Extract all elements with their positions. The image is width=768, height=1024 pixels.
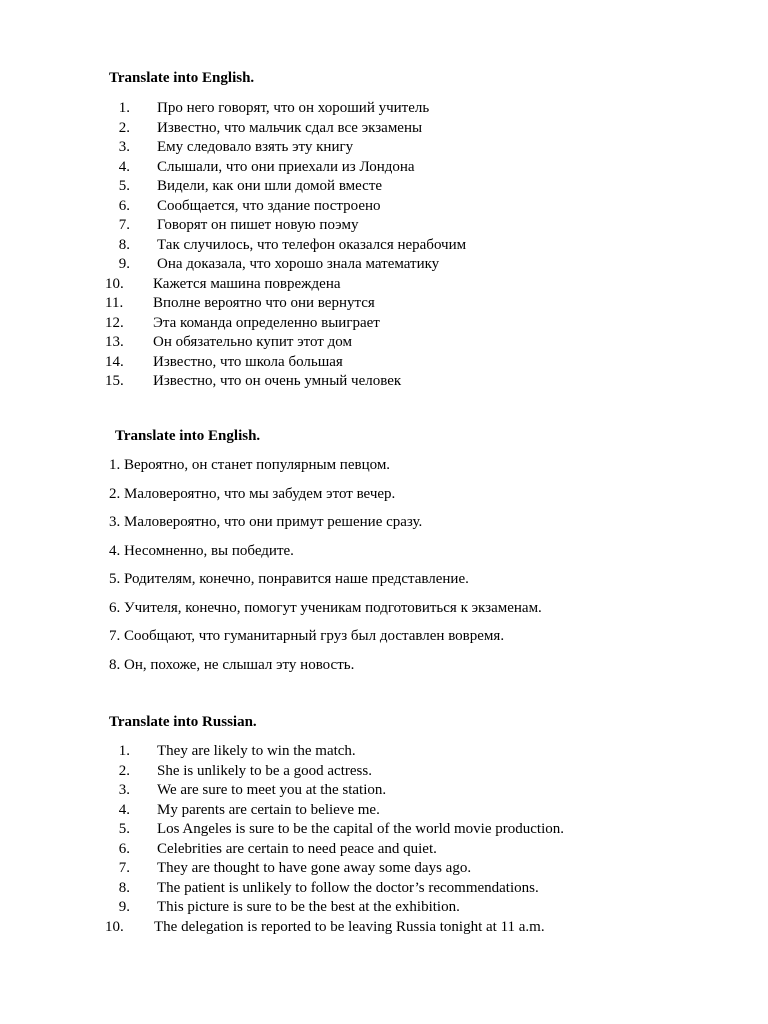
item-text: Ему следовало взять эту книгу [157, 139, 354, 155]
item-number: 14. [105, 353, 124, 370]
list-item: 1. Вероятно, он станет популярным певцом. [109, 457, 391, 473]
item-text: Про него говорят, что он хороший учитель [157, 100, 430, 116]
item-text: Los Angeles is sure to be the capital of the world movie production. [157, 821, 564, 837]
item-text: Известно, что школа большая [153, 353, 343, 370]
item-text: Известно, что он очень умный человек [153, 373, 402, 389]
item-number: 9. [118, 899, 130, 915]
item-text: The patient is unlikely to follow the doctor’s recommendations. [157, 879, 539, 896]
item-text: Она доказала, что хорошо знала математику [157, 256, 440, 272]
section-heading: Translate into Russian. [109, 714, 257, 730]
item-number: 7. [118, 217, 130, 233]
list-item: 2. Маловероятно, что мы забудем этот вечер. [109, 485, 396, 502]
item-number: 9. [118, 256, 130, 272]
item-number: 10. [105, 275, 124, 292]
item-text: My parents are certain to believe me. [157, 801, 380, 818]
item-text: They are likely to win the match. [157, 743, 356, 759]
item-number: 10. [105, 918, 124, 935]
item-number: 2. [118, 119, 130, 136]
item-text: Видели, как они шли домой вместе [157, 178, 383, 194]
section-heading: Translate into English. [115, 428, 261, 444]
list-item: 8. Он, похоже, не слышал эту новость. [109, 656, 355, 673]
item-number: 8. [118, 236, 130, 253]
item-number: 2. [118, 762, 130, 779]
list-item: 5. Родителям, конечно, понравится наше представление. [109, 571, 469, 587]
item-text: We are sure to meet you at the station. [157, 782, 387, 798]
item-text: They are thought to have gone away some days ago. [157, 860, 472, 876]
section-heading: Translate into English. [109, 70, 255, 86]
item-text: Кажется машина повреждена [153, 275, 341, 292]
item-text: She is unlikely to be a good actress. [157, 762, 372, 779]
item-number: 15. [105, 373, 124, 389]
item-number: 5. [118, 178, 130, 194]
list-item: 4. Несомненно, вы победите. [109, 542, 294, 559]
list-item: 7. Сообщают, что гуманитарный груз был доставлен вовремя. [109, 628, 505, 644]
item-text: The delegation is reported to be leaving Russia tonight at 11 a.m. [154, 918, 545, 935]
item-text: This picture is sure to be the best at the exhibition. [157, 899, 460, 915]
item-number: 7. [118, 860, 130, 876]
item-text: Так случилось, что телефон оказался нерабочим [157, 236, 467, 253]
item-text: Эта команда определенно выиграет [153, 314, 380, 331]
item-number: 8. [118, 879, 130, 896]
item-number: 1. [118, 100, 130, 116]
item-number: 1. [118, 743, 130, 759]
item-text: Говорят он пишет новую поэму [157, 217, 359, 233]
item-number: 5. [118, 821, 130, 837]
item-text: Слышали, что они приехали из Лондона [157, 158, 415, 175]
item-number: 4. [118, 801, 130, 818]
item-number: 3. [118, 139, 130, 155]
item-number: 13. [105, 334, 124, 350]
list-item: 3. Маловероятно, что они примут решение сразу. [109, 514, 423, 530]
item-number: 3. [118, 782, 130, 798]
item-text: Известно, что мальчик сдал все экзамены [157, 119, 423, 136]
item-number: 6. [118, 840, 130, 857]
item-number: 4. [118, 158, 130, 175]
item-number: 6. [118, 197, 130, 214]
item-text: Celebrities are certain to need peace and quiet. [157, 840, 437, 857]
item-number: 12. [105, 314, 124, 331]
item-text: Сообщается, что здание построено [157, 197, 381, 214]
item-text: Вполне вероятно что они вернутся [153, 295, 375, 311]
item-number: 11. [105, 295, 124, 311]
list-item: 6. Учителя, конечно, помогут ученикам подготовиться к экзаменам. [109, 599, 542, 616]
item-text: Он обязательно купит этот дом [153, 334, 352, 350]
